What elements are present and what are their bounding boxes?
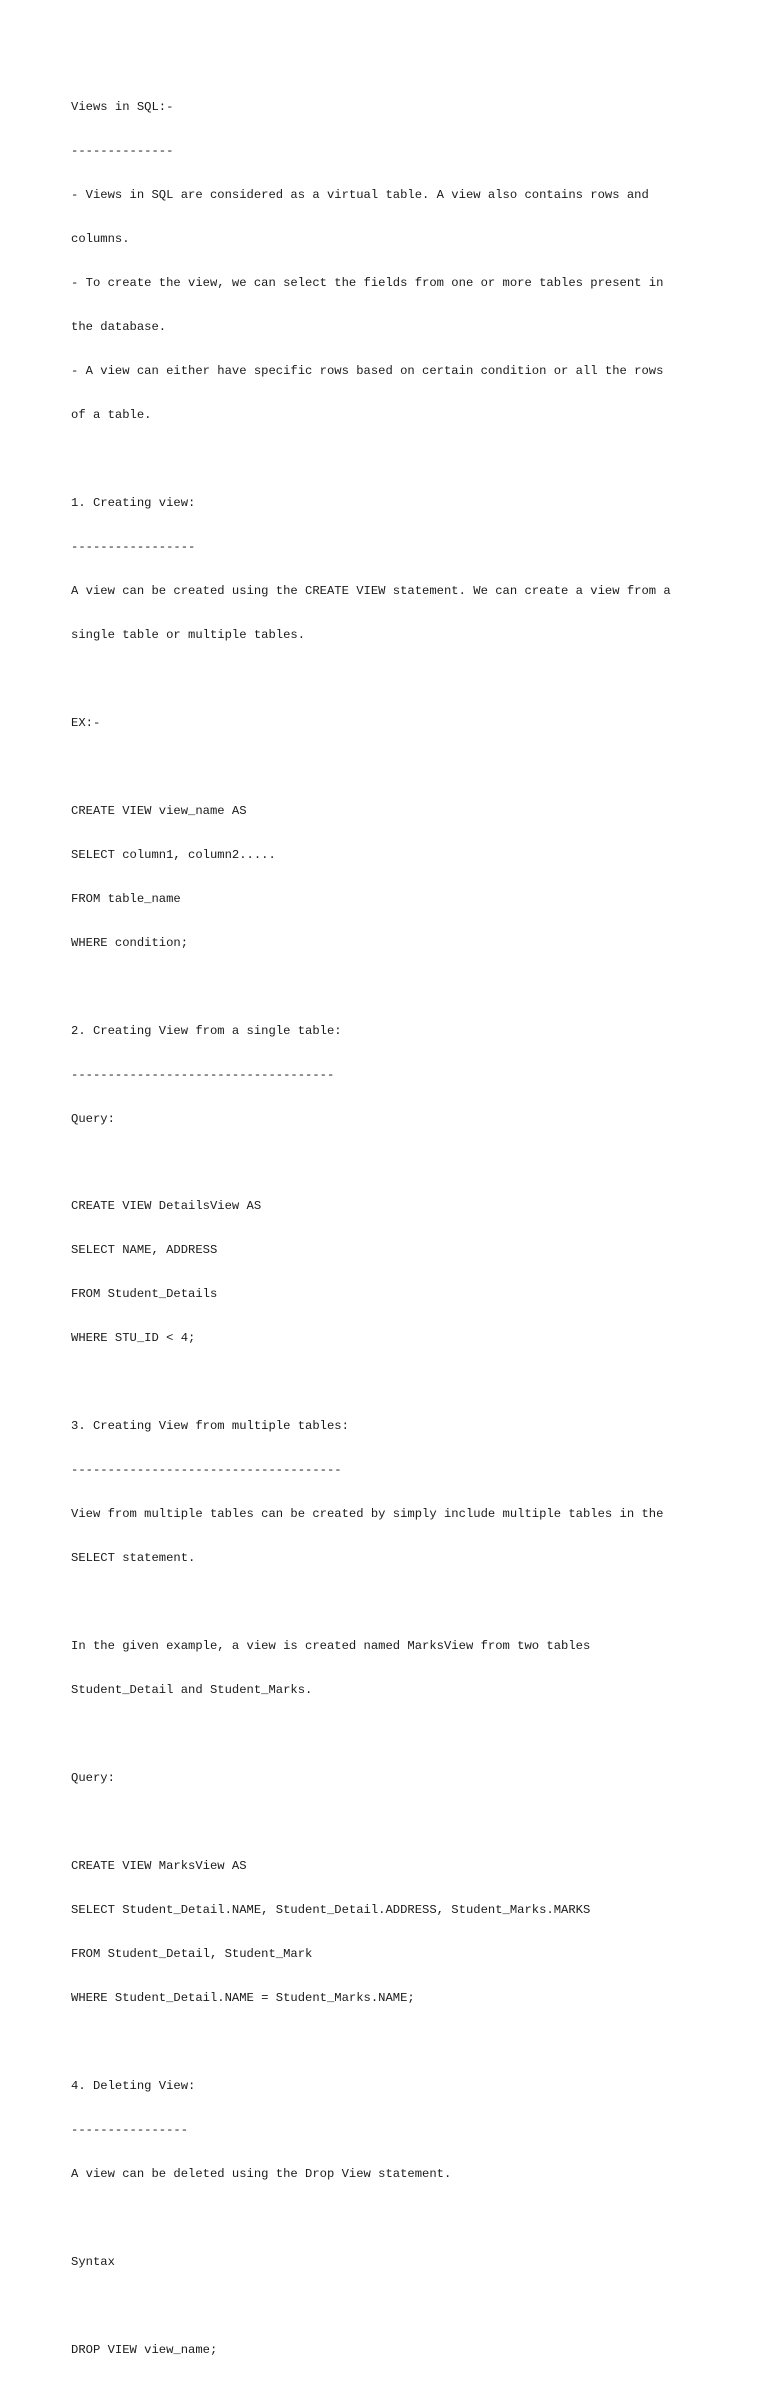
blank-line bbox=[71, 2211, 711, 2226]
text-line: columns. bbox=[71, 232, 130, 247]
code-line: WHERE condition; bbox=[71, 935, 189, 950]
section-heading: 2. Creating View from a single table: bbox=[71, 1023, 342, 1038]
section-heading: 1. Creating view: bbox=[71, 496, 196, 511]
text-line: Syntax bbox=[71, 2254, 115, 2269]
blank-line bbox=[71, 1156, 711, 1171]
text-line: - To create the view, we can select the fields from one or more tables present in bbox=[71, 276, 664, 291]
code-line: SELECT column1, column2..... bbox=[71, 847, 276, 862]
code-line: CREATE VIEW MarksView AS bbox=[71, 1858, 247, 1873]
section-heading: 4. Deleting View: bbox=[71, 2078, 196, 2093]
code-line: FROM Student_Details bbox=[71, 1287, 218, 1302]
code-line: CREATE VIEW DetailsView AS bbox=[71, 1199, 262, 1214]
blank-line bbox=[71, 672, 711, 687]
code-line: WHERE STU_ID < 4; bbox=[71, 1331, 196, 1346]
blank-line bbox=[71, 2299, 711, 2314]
code-line: CREATE VIEW view_name AS bbox=[71, 803, 247, 818]
blank-line bbox=[71, 1727, 711, 1742]
section-heading: 3. Creating View from multiple tables: bbox=[71, 1419, 349, 1434]
blank-line bbox=[71, 980, 711, 995]
underline: ----------------- bbox=[71, 539, 196, 554]
blank-line bbox=[71, 1595, 711, 1610]
text-line: - A view can either have specific rows based on certain condition or all the rows bbox=[71, 364, 664, 379]
code-line: FROM Student_Detail, Student_Mark bbox=[71, 1946, 313, 1961]
code-line: SELECT NAME, ADDRESS bbox=[71, 1243, 218, 1258]
blank-line bbox=[71, 1815, 711, 1830]
underline: ------------------------------------- bbox=[71, 1463, 342, 1478]
text-line: - Views in SQL are considered as a virtual table. A view also contains rows and bbox=[71, 188, 649, 203]
section-title: Views in SQL:- bbox=[71, 100, 174, 115]
blank-line bbox=[71, 760, 711, 775]
text-line: Query: bbox=[71, 1111, 115, 1126]
document-text bbox=[71, 71, 711, 2387]
code-line: DROP VIEW view_name; bbox=[71, 2342, 218, 2357]
code-line: FROM table_name bbox=[71, 891, 181, 906]
text-line: A view can be deleted using the Drop View statement. bbox=[71, 2166, 452, 2181]
text-line: of a table. bbox=[71, 408, 152, 423]
text-line: In the given example, a view is created named MarksView from two tables bbox=[71, 1639, 591, 1654]
code-line: WHERE Student_Detail.NAME = Student_Marks.NAME; bbox=[71, 1990, 415, 2005]
text-line: the database. bbox=[71, 320, 167, 335]
text-line: A view can be created using the CREATE VIEW statement. We can create a view from a bbox=[71, 583, 671, 598]
blank-line bbox=[71, 452, 711, 467]
text-line: SELECT statement. bbox=[71, 1551, 196, 1566]
blank-line bbox=[71, 2035, 711, 2050]
text-line: Student_Detail and Student_Marks. bbox=[71, 1683, 313, 1698]
blank-line bbox=[71, 1375, 711, 1390]
code-line: SELECT Student_Detail.NAME, Student_Detail.ADDRESS, Student_Marks.MARKS bbox=[71, 1902, 591, 1917]
text-line: EX:- bbox=[71, 715, 101, 730]
underline: -------------- bbox=[71, 144, 174, 159]
underline: ------------------------------------ bbox=[71, 1067, 335, 1082]
text-line: single table or multiple tables. bbox=[71, 627, 306, 642]
underline: ---------------- bbox=[71, 2122, 189, 2137]
text-line: Query: bbox=[71, 1771, 115, 1785]
text-line: View from multiple tables can be created by simply include multiple tables in the bbox=[71, 1507, 664, 1522]
